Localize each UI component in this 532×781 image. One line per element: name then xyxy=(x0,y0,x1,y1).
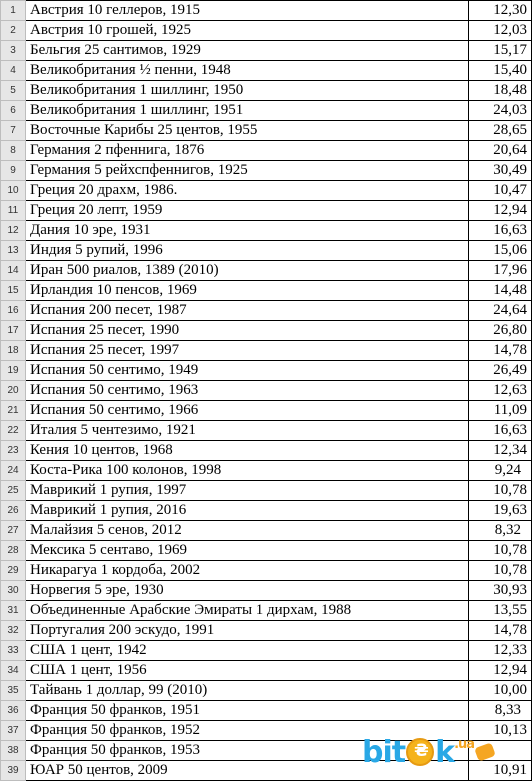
price-cell[interactable]: 10,47 xyxy=(469,181,532,201)
coin-name-cell[interactable]: Франция 50 франков, 1953 xyxy=(26,741,469,761)
coin-name-cell[interactable]: Испания 50 сентимо, 1963 xyxy=(26,381,469,401)
price-cell[interactable]: 10,78 xyxy=(469,541,532,561)
price-cell[interactable]: 9,24 xyxy=(469,461,532,481)
coin-name-cell[interactable]: США 1 цент, 1956 xyxy=(26,661,469,681)
coin-name-cell[interactable]: Испания 25 песет, 1990 xyxy=(26,321,469,341)
price-cell[interactable]: 8,32 xyxy=(469,521,532,541)
price-cell[interactable]: 10,91 xyxy=(469,761,532,781)
logo-text-ua: .ua xyxy=(454,737,475,752)
table-row xyxy=(1,21,532,41)
row-number[interactable]: 1 xyxy=(1,1,26,21)
coin-name-cell[interactable]: Маврикий 1 рупия, 1997 xyxy=(26,481,469,501)
price-cell[interactable]: 15,40 xyxy=(469,61,532,81)
coin-name-cell[interactable]: Маврикий 1 рупия, 2016 xyxy=(26,501,469,521)
coin-name-cell[interactable]: Великобритания ½ пенни, 1948 xyxy=(26,61,469,81)
row-number[interactable]: 2 xyxy=(1,21,26,41)
table-row xyxy=(1,121,532,141)
logo-text-k: k xyxy=(435,734,455,770)
table-row xyxy=(1,201,532,221)
table-row xyxy=(1,341,532,361)
table-row xyxy=(1,241,532,261)
row-number[interactable]: 26 xyxy=(1,501,26,521)
coin-name-cell[interactable]: Восточные Карибы 25 центов, 1955 xyxy=(26,121,469,141)
row-number[interactable]: 5 xyxy=(1,81,26,101)
row-number[interactable]: 37 xyxy=(1,721,26,741)
coin-name-cell[interactable]: Малайзия 5 сенов, 2012 xyxy=(26,521,469,541)
price-cell[interactable]: 8,33 xyxy=(469,701,532,721)
price-cell[interactable]: 26,80 xyxy=(469,321,532,341)
row-number[interactable]: 35 xyxy=(1,681,26,701)
row-number[interactable]: 19 xyxy=(1,361,26,381)
coin-name-cell[interactable]: Германия 5 рейхспфеннигов, 1925 xyxy=(26,161,469,181)
row-number[interactable]: 20 xyxy=(1,381,26,401)
coin-name-cell[interactable]: Тайвань 1 доллар, 99 (2010) xyxy=(26,681,469,701)
price-cell[interactable]: 24,03 xyxy=(469,101,532,121)
price-cell[interactable]: 30,93 xyxy=(469,581,532,601)
row-number[interactable]: 22 xyxy=(1,421,26,441)
price-cell[interactable]: 26,49 xyxy=(469,361,532,381)
coin-name-cell[interactable]: Франция 50 франков, 1952 xyxy=(26,721,469,741)
price-cell[interactable]: 12,30 xyxy=(469,1,532,21)
row-number[interactable]: 32 xyxy=(1,621,26,641)
coin-name-cell[interactable]: Коста-Рика 100 колонов, 1998 xyxy=(26,461,469,481)
table-row xyxy=(1,281,532,301)
coin-name-cell[interactable]: Греция 20 драхм, 1986. xyxy=(26,181,469,201)
coin-name-cell[interactable]: Норвегия 5 эре, 1930 xyxy=(26,581,469,601)
price-cell[interactable]: 19,63 xyxy=(469,501,532,521)
row-number[interactable]: 39 xyxy=(1,761,26,781)
price-cell[interactable]: 16,63 xyxy=(469,221,532,241)
row-number[interactable]: 36 xyxy=(1,701,26,721)
row-number[interactable]: 4 xyxy=(1,61,26,81)
table-row xyxy=(1,701,532,721)
coin-name-cell[interactable]: Франция 50 франков, 1951 xyxy=(26,701,469,721)
price-cell[interactable]: 14,48 xyxy=(469,281,532,301)
table-row xyxy=(1,101,532,121)
table-row xyxy=(1,501,532,521)
price-cell[interactable]: 10,78 xyxy=(469,561,532,581)
price-cell[interactable]: 30,49 xyxy=(469,161,532,181)
coin-name-cell[interactable]: Австрия 10 грошей, 1925 xyxy=(26,21,469,41)
coin-name-cell[interactable]: Кения 10 центов, 1968 xyxy=(26,441,469,461)
row-number[interactable]: 31 xyxy=(1,601,26,621)
bitok-logo-watermark xyxy=(362,731,520,773)
table-row xyxy=(1,61,532,81)
price-cell[interactable]: 13,55 xyxy=(469,601,532,621)
price-cell[interactable]: 10,00 xyxy=(469,681,532,701)
price-cell[interactable]: 18,48 xyxy=(469,81,532,101)
price-cell[interactable]: 10,13 xyxy=(469,721,532,741)
row-number[interactable]: 23 xyxy=(1,441,26,461)
table-row xyxy=(1,181,532,201)
coin-name-cell[interactable]: Германия 2 пфеннига, 1876 xyxy=(26,141,469,161)
row-number[interactable]: 27 xyxy=(1,521,26,541)
coin-name-cell[interactable]: Италия 5 чентезимо, 1921 xyxy=(26,421,469,441)
spreadsheet-body xyxy=(1,1,532,781)
row-number[interactable]: 17 xyxy=(1,321,26,341)
table-row xyxy=(1,301,532,321)
row-number[interactable]: 7 xyxy=(1,121,26,141)
row-number[interactable]: 25 xyxy=(1,481,26,501)
row-number[interactable]: 21 xyxy=(1,401,26,421)
price-cell[interactable]: 12,03 xyxy=(469,21,532,41)
logo-text-bit: bit xyxy=(362,734,406,770)
table-row xyxy=(1,161,532,181)
coin-name-cell[interactable]: Дания 10 эре, 1931 xyxy=(26,221,469,241)
table-row xyxy=(1,621,532,641)
coin-name-cell[interactable]: Ирландия 10 пенсов, 1969 xyxy=(26,281,469,301)
price-cell[interactable]: 14,78 xyxy=(469,341,532,361)
price-cell[interactable]: 24,64 xyxy=(469,301,532,321)
row-number[interactable]: 13 xyxy=(1,241,26,261)
table-row xyxy=(1,661,532,681)
row-number[interactable]: 18 xyxy=(1,341,26,361)
row-number[interactable]: 10 xyxy=(1,181,26,201)
table-row xyxy=(1,421,532,441)
row-number[interactable]: 15 xyxy=(1,281,26,301)
table-row xyxy=(1,641,532,661)
row-number[interactable]: 11 xyxy=(1,201,26,221)
price-cell[interactable]: 16,63 xyxy=(469,421,532,441)
table-row xyxy=(1,441,532,461)
row-number[interactable]: 24 xyxy=(1,461,26,481)
coin-name-cell[interactable]: Испания 50 сентимо, 1966 xyxy=(26,401,469,421)
row-number[interactable]: 30 xyxy=(1,581,26,601)
row-number[interactable]: 29 xyxy=(1,561,26,581)
price-cell[interactable]: 10,78 xyxy=(469,481,532,501)
coin-name-cell[interactable]: Мексика 5 сентаво, 1969 xyxy=(26,541,469,561)
price-cell[interactable]: 14,78 xyxy=(469,621,532,641)
row-number[interactable]: 33 xyxy=(1,641,26,661)
table-row xyxy=(1,601,532,621)
table-row xyxy=(1,221,532,241)
price-cell[interactable]: 20,64 xyxy=(469,141,532,161)
coin-name-cell[interactable]: Испания 200 песет, 1987 xyxy=(26,301,469,321)
table-row xyxy=(1,521,532,541)
table-row xyxy=(1,41,532,61)
row-number[interactable]: 9 xyxy=(1,161,26,181)
table-row xyxy=(1,381,532,401)
coin-name-cell[interactable]: Австрия 10 геллеров, 1915 xyxy=(26,1,469,21)
table-row xyxy=(1,261,532,281)
row-number[interactable]: 16 xyxy=(1,301,26,321)
row-number[interactable]: 12 xyxy=(1,221,26,241)
coin-name-cell[interactable]: Великобритания 1 шиллинг, 1951 xyxy=(26,101,469,121)
coin-name-cell[interactable]: ЮАР 50 центов, 2009 xyxy=(26,761,469,781)
coin-name-cell[interactable]: Греция 20 лепт, 1959 xyxy=(26,201,469,221)
coin-name-cell[interactable]: Великобритания 1 шиллинг, 1950 xyxy=(26,81,469,101)
coin-name-cell[interactable]: Бельгия 25 сантимов, 1929 xyxy=(26,41,469,61)
table-row xyxy=(1,481,532,501)
row-number[interactable]: 3 xyxy=(1,41,26,61)
table-row xyxy=(1,541,532,561)
coin-name-cell[interactable]: Португалия 200 эскудо, 1991 xyxy=(26,621,469,641)
table-row xyxy=(1,141,532,161)
coin-name-cell[interactable]: Испания 25 песет, 1997 xyxy=(26,341,469,361)
price-cell[interactable]: 17,96 xyxy=(469,261,532,281)
coin-name-cell[interactable]: Индия 5 рупий, 1996 xyxy=(26,241,469,261)
price-cell[interactable]: 11,09 xyxy=(469,401,532,421)
hand-icon xyxy=(474,742,496,761)
price-cell[interactable]: 15,17 xyxy=(469,41,532,61)
price-cell[interactable]: 12,94 xyxy=(469,201,532,221)
table-row xyxy=(1,461,532,481)
row-number[interactable]: 34 xyxy=(1,661,26,681)
coin-name-cell[interactable]: Объединенные Арабские Эмираты 1 дирхам, 1988 xyxy=(26,601,469,621)
row-number[interactable]: 28 xyxy=(1,541,26,561)
table-row xyxy=(1,1,532,21)
row-number[interactable]: 6 xyxy=(1,101,26,121)
row-number[interactable]: 14 xyxy=(1,261,26,281)
table-row xyxy=(1,361,532,381)
table-row xyxy=(1,321,532,341)
coin-name-cell[interactable]: Иран 500 риалов, 1389 (2010) xyxy=(26,261,469,281)
coin-name-cell[interactable]: Испания 50 сентимо, 1949 xyxy=(26,361,469,381)
table-row xyxy=(1,681,532,701)
price-cell[interactable]: 28,65 xyxy=(469,121,532,141)
table-row xyxy=(1,401,532,421)
coin-icon xyxy=(406,738,434,766)
row-number[interactable]: 38 xyxy=(1,741,26,761)
price-cell[interactable]: 12,34 xyxy=(469,441,532,461)
price-cell[interactable]: 12,63 xyxy=(469,381,532,401)
table-row xyxy=(1,81,532,101)
price-cell[interactable]: 12,33 xyxy=(469,641,532,661)
row-number[interactable]: 8 xyxy=(1,141,26,161)
table-row xyxy=(1,561,532,581)
price-cell[interactable]: 12,94 xyxy=(469,661,532,681)
coin-name-cell[interactable]: США 1 цент, 1942 xyxy=(26,641,469,661)
table-row xyxy=(1,581,532,601)
coin-name-cell[interactable]: Никарагуа 1 кордоба, 2002 xyxy=(26,561,469,581)
price-cell[interactable]: 15,06 xyxy=(469,241,532,261)
